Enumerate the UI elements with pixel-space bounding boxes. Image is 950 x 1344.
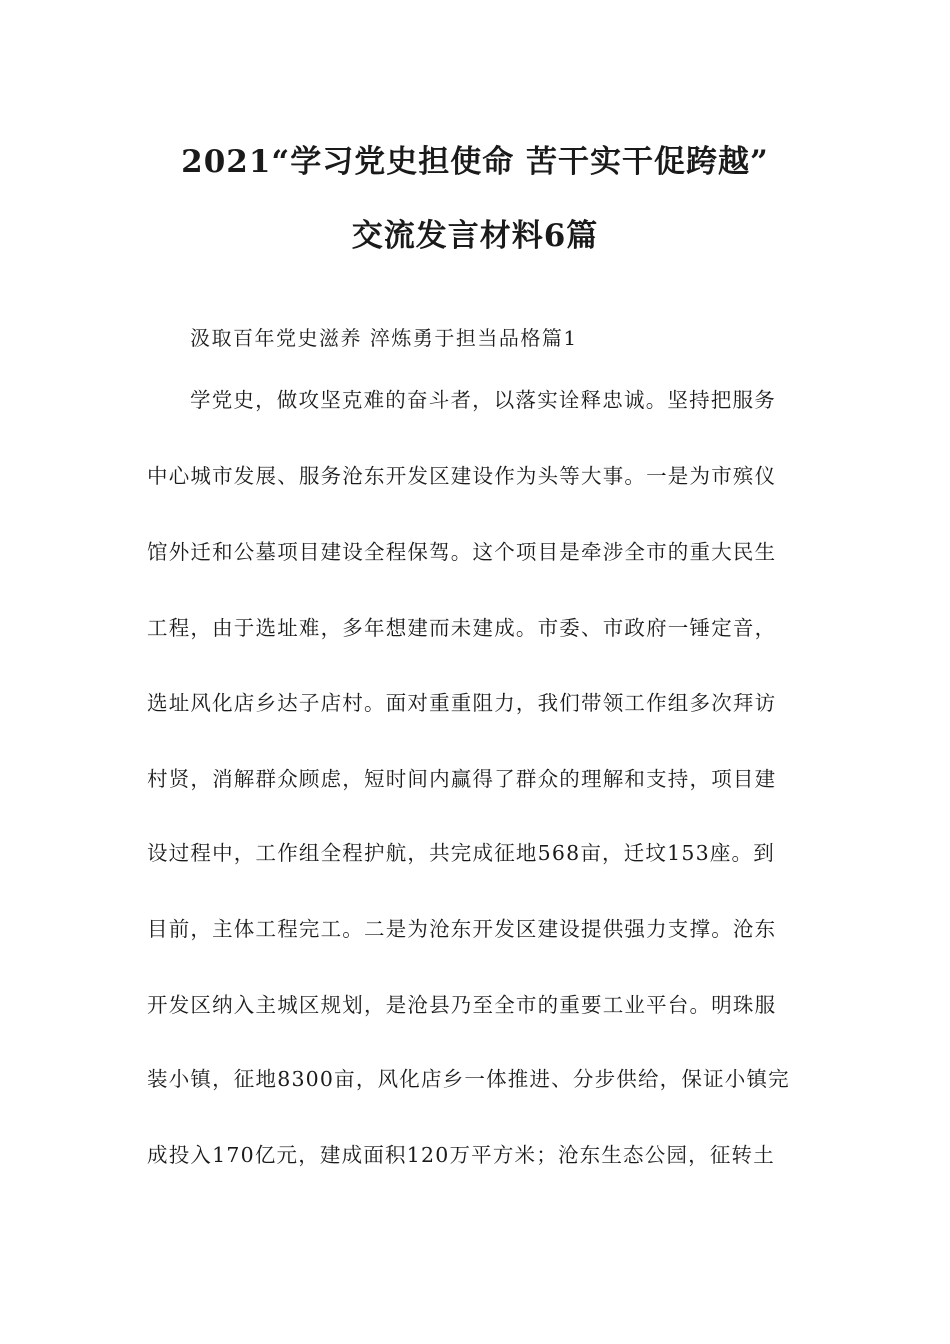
body-line-8: 目前，主体工程完工。二是为沧东开发区建设提供强力支撑。沧东 [147,917,777,941]
body-line-11: 成投入170亿元，建成面积120万平方米；沧东生态公园，征转土 [147,1143,775,1167]
body-line-6: 村贤，消解群众顾虑，短时间内赢得了群众的理解和支持，项目建 [147,767,777,791]
body-line-3: 馆外迁和公墓项目建设全程保驾。这个项目是牵涉全市的重大民生 [147,540,777,564]
document-title-line-2: 交流发言材料6篇 [351,218,599,254]
body-line-7: 设过程中，工作组全程护航，共完成征地568亩，迁坟153座。到 [147,841,775,865]
body-line-5: 选址风化店乡达子店村。面对重重阻力，我们带领工作组多次拜访 [147,691,777,715]
section-subtitle: 汲取百年党史滋养 淬炼勇于担当品格篇1 [190,326,578,350]
body-line-4: 工程，由于选址难，多年想建而未建成。市委、市政府一锤定音， [147,616,777,640]
body-line-9: 开发区纳入主城区规划，是沧县乃至全市的重要工业平台。明珠服 [147,993,777,1017]
body-line-1: 学党史，做攻坚克难的奋斗者，以落实诠释忠诚。坚持把服务 [190,388,776,412]
body-line-10: 装小镇，征地8300亩，风化店乡一体推进、分步供给，保证小镇完 [147,1067,790,1091]
document-title-line-1: 2021“学习党史担使命 苦干实干促跨越” [181,144,769,180]
body-line-2: 中心城市发展、服务沧东开发区建设作为头等大事。一是为市殡仪 [147,464,777,488]
